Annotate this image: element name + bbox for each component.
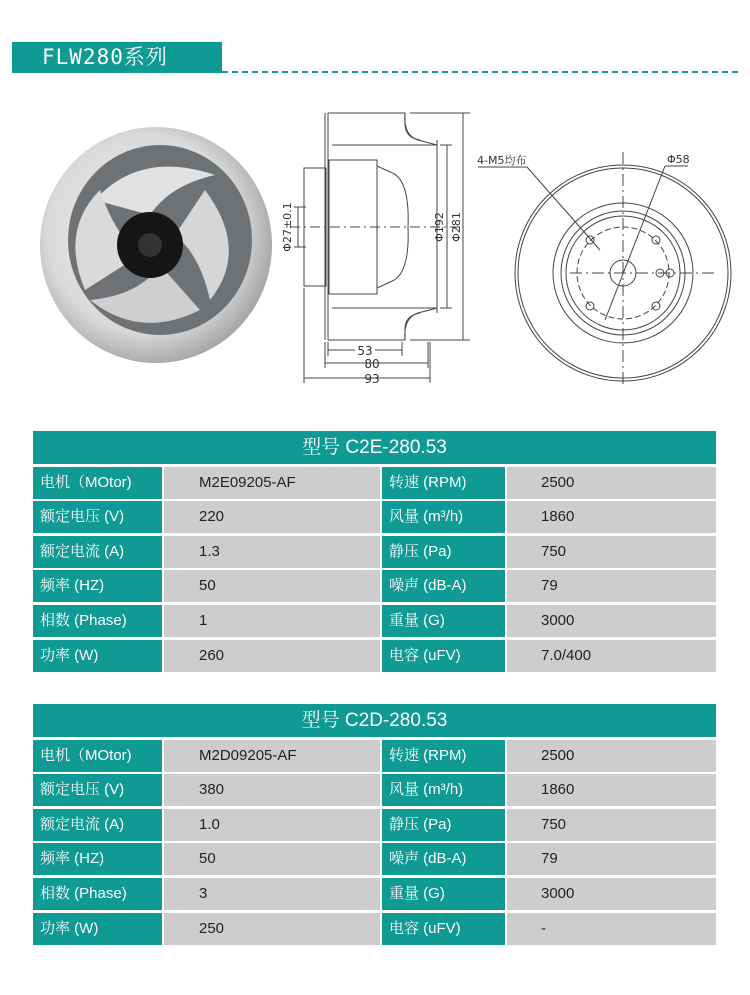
spec-label: 电机（MOtor) — [33, 467, 162, 499]
spec-label: 功率 (W) — [33, 913, 162, 945]
spec-label: 噪声 (dB-A) — [382, 570, 505, 602]
table-row — [33, 467, 716, 499]
spec-label: 静压 (Pa) — [382, 536, 505, 568]
spec-table-c2d — [33, 704, 716, 945]
fan-photo — [40, 127, 272, 363]
spec-label: 额定电流 (A) — [33, 809, 162, 841]
spec-label: 频率 (HZ) — [33, 570, 162, 602]
spec-value: 1860 — [507, 774, 716, 806]
spec-table-c2e — [33, 431, 716, 672]
spec-value: 3000 — [507, 878, 716, 910]
spec-value: 3 — [164, 878, 380, 910]
spec-value: 3000 — [507, 605, 716, 637]
dim-58-label: Φ58 — [667, 153, 690, 166]
dim-281-label: Φ281 — [450, 212, 463, 242]
spec-value: - — [507, 913, 716, 945]
spec-label: 频率 (HZ) — [33, 843, 162, 875]
table-row — [33, 843, 716, 875]
spec-label: 重量 (G) — [382, 878, 505, 910]
spec-value: 79 — [507, 570, 716, 602]
spec-value: 2500 — [507, 740, 716, 772]
spec-label: 电容 (uFV) — [382, 640, 505, 672]
table-row — [33, 740, 716, 772]
table-row — [33, 536, 716, 568]
table-row — [33, 809, 716, 841]
spec-value: 750 — [507, 809, 716, 841]
spec-label: 风量 (m³/h) — [382, 501, 505, 533]
spec-label: 电容 (uFV) — [382, 913, 505, 945]
table-title: 型号 C2E-280.53 — [33, 431, 716, 464]
spec-value: 1 — [164, 605, 380, 637]
table-row — [33, 640, 716, 672]
dim-192-label: Φ192 — [433, 212, 446, 242]
spec-value: 79 — [507, 843, 716, 875]
spec-label: 额定电流 (A) — [33, 536, 162, 568]
spec-value: 260 — [164, 640, 380, 672]
table-title: 型号 C2D-280.53 — [33, 704, 716, 737]
spec-label: 额定电压 (V) — [33, 501, 162, 533]
spec-label: 相数 (Phase) — [33, 878, 162, 910]
spec-value: 7.0/400 — [507, 640, 716, 672]
series-title: FLW280系列 — [12, 42, 222, 73]
table-row — [33, 878, 716, 910]
table-row — [33, 774, 716, 806]
dim-shaft-label: Φ27±0.1 — [281, 202, 294, 252]
spec-value: 2500 — [507, 467, 716, 499]
spec-value: 1860 — [507, 501, 716, 533]
spec-value: M2D09205-AF — [164, 740, 380, 772]
product-figure — [0, 90, 750, 400]
spec-label: 相数 (Phase) — [33, 605, 162, 637]
spec-label: 重量 (G) — [382, 605, 505, 637]
spec-value: 750 — [507, 536, 716, 568]
spec-label: 额定电压 (V) — [33, 774, 162, 806]
table-row — [33, 605, 716, 637]
spec-value: 380 — [164, 774, 380, 806]
spec-label: 转速 (RPM) — [382, 467, 505, 499]
dim-93-label: 93 — [364, 372, 380, 386]
spec-value: 50 — [164, 570, 380, 602]
spec-value: 50 — [164, 843, 380, 875]
spec-value: 1.3 — [164, 536, 380, 568]
holes-label: 4-M5均布 — [477, 154, 527, 167]
table-row — [33, 501, 716, 533]
spec-value: 1.0 — [164, 809, 380, 841]
dim-80-label: 80 — [364, 357, 380, 371]
spec-label: 功率 (W) — [33, 640, 162, 672]
table-row — [33, 913, 716, 945]
title-divider — [222, 71, 738, 73]
front-view-drawing — [478, 152, 731, 386]
spec-label: 转速 (RPM) — [382, 740, 505, 772]
spec-value: M2E09205-AF — [164, 467, 380, 499]
spec-label: 风量 (m³/h) — [382, 774, 505, 806]
side-view-drawing — [290, 113, 470, 383]
spec-label: 噪声 (dB-A) — [382, 843, 505, 875]
table-row — [33, 570, 716, 602]
spec-label: 电机（MOtor) — [33, 740, 162, 772]
dim-53-label: 53 — [357, 344, 373, 358]
spec-value: 220 — [164, 501, 380, 533]
spec-label: 静压 (Pa) — [382, 809, 505, 841]
spec-value: 250 — [164, 913, 380, 945]
